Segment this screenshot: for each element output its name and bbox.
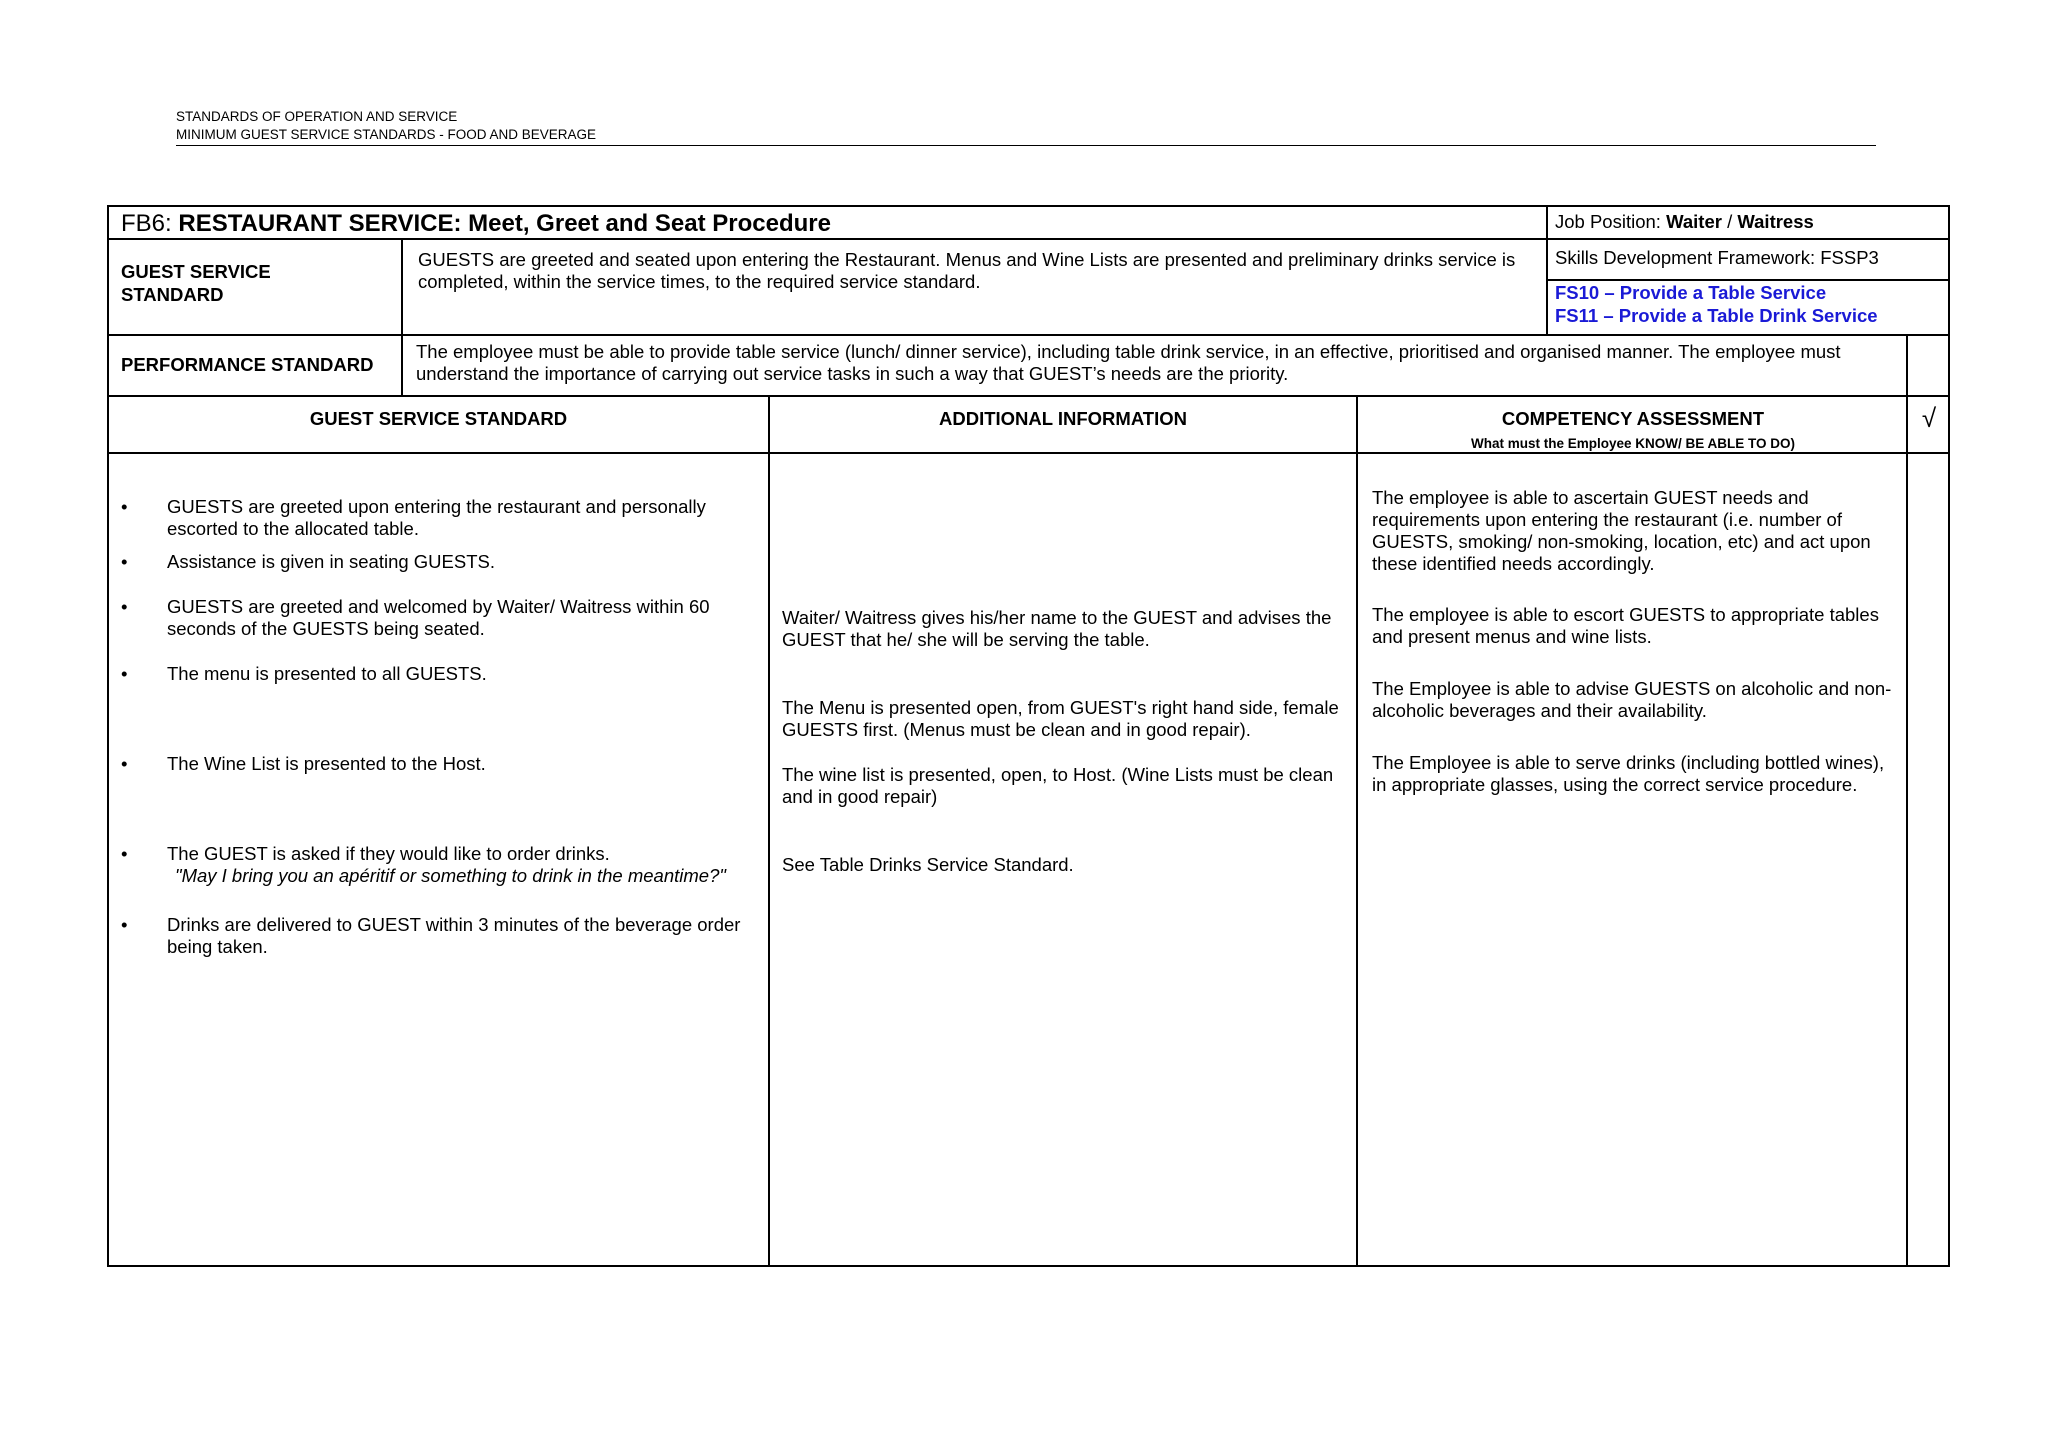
skills-item-fs11: FS11 – Provide a Table Drink Service xyxy=(1555,305,1878,326)
guest-service-standard-label xyxy=(121,260,381,306)
standard-item-6: The GUEST is asked if they would like to order drinks. xyxy=(167,843,610,864)
standard-item-5: The Wine List is presented to the Host. xyxy=(167,753,486,774)
skills-items xyxy=(1555,281,1945,327)
guest-service-standard-label-line-2: STANDARD xyxy=(121,284,224,305)
standard-item-6-quote: "May I bring you an apéritif or something to drink in the meantime?" xyxy=(175,865,726,886)
header-line-1: STANDARDS OF OPERATION AND SERVICE xyxy=(176,109,458,124)
competency-item-3: The Employee is able to advise GUESTS on alcoholic and non-alcoholic beverages and their availability. xyxy=(1372,678,1892,721)
divider xyxy=(401,238,403,395)
guest-service-standard-text: GUESTS are greeted and seated upon entering the Restaurant. Menus and Wine Lists are presented and preliminary drinks service is completed, within the service times, to the required service standard. xyxy=(418,249,1516,292)
procedure-form xyxy=(107,205,1950,1267)
job-position-label: Job Position: xyxy=(1555,211,1661,232)
column-header-competency-assessment: COMPETENCY ASSESSMENT xyxy=(1501,408,1765,429)
check-mark-header: √ xyxy=(1921,403,1937,433)
standard-item-3: GUESTS are greeted and welcomed by Waiter/ Waitress within 60 seconds of the GUESTS being seated. xyxy=(167,596,710,639)
skills-framework: Skills Development Framework: FSSP3 xyxy=(1555,247,1879,268)
bullet-glyph: • xyxy=(121,753,128,774)
divider xyxy=(768,395,770,1265)
divider xyxy=(1906,334,1908,1265)
additional-information-list xyxy=(768,452,1358,1267)
header-line-2: MINIMUM GUEST SERVICE STANDARDS - FOOD AND BEVERAGE xyxy=(176,127,597,142)
performance-standard-text: The employee must be able to provide table service (lunch/ dinner service), including table drink service, in an effective, prioritised and organised manner. The employee must understand the importance of carrying out service tasks in such a way that GUEST’s needs are the priority. xyxy=(416,341,1841,384)
competency-item-4: The Employee is able to serve drinks (including bottled wines), in appropriate glasses, using the correct service procedure. xyxy=(1372,752,1885,795)
standard-item-4: The menu is presented to all GUESTS. xyxy=(167,663,487,684)
bullet-glyph: • xyxy=(121,843,128,864)
guest-service-standard-label-line-1: GUEST SERVICE xyxy=(121,261,271,282)
competency-assessment-list xyxy=(1358,452,1908,1267)
additional-info-1: Waiter/ Waitress gives his/her name to the GUEST and advises the GUEST that he/ she will be serving the table. xyxy=(782,607,1332,650)
standard-item-7: Drinks are delivered to GUEST within 3 minutes of the beverage order being taken. xyxy=(167,914,741,957)
bullet-glyph: • xyxy=(121,914,128,935)
competency-item-2: The employee is able to escort GUESTS to appropriate tables and present menus and wine lists. xyxy=(1372,604,1879,647)
bullet-glyph: • xyxy=(121,551,128,572)
standard-item-2: Assistance is given in seating GUESTS. xyxy=(167,551,496,572)
divider xyxy=(1546,279,1948,281)
form-code: FB6: xyxy=(121,210,172,237)
job-position-waiter: Waiter xyxy=(1666,211,1722,232)
form-title-text: RESTAURANT SERVICE: Meet, Greet and Seat Procedure xyxy=(178,210,831,237)
column-header-additional-information: ADDITIONAL INFORMATION xyxy=(938,408,1187,429)
divider xyxy=(109,238,1948,240)
additional-info-2: The Menu is presented open, from GUEST's right hand side, female GUESTS first. (Menus must be clean and in good repair). xyxy=(782,697,1339,740)
divider xyxy=(1356,395,1358,1265)
divider xyxy=(1546,207,1548,334)
check-column xyxy=(1908,452,1950,1267)
guest-service-standard-list xyxy=(109,452,768,1267)
divider xyxy=(109,452,1948,454)
competency-item-1: The employee is able to ascertain GUEST needs and requirements upon entering the restaurant (i.e. number of GUESTS, smoking/ non-smoking, location, etc) and act upon these identified needs accordingly. xyxy=(1372,487,1871,574)
bullet-glyph: • xyxy=(121,663,128,684)
divider xyxy=(109,395,1948,397)
job-position-separator: / xyxy=(1727,211,1733,232)
performance-standard-label: PERFORMANCE STANDARD xyxy=(121,354,374,375)
additional-info-3: The wine list is presented, open, to Host. (Wine Lists must be clean and in good repair) xyxy=(782,764,1334,807)
page-header xyxy=(176,108,1876,146)
divider xyxy=(109,334,1948,336)
form-title xyxy=(121,209,1521,239)
bullet-glyph: • xyxy=(121,496,128,517)
job-position xyxy=(1555,211,1945,233)
job-position-waitress: Waitress xyxy=(1737,211,1814,232)
additional-info-4: See Table Drinks Service Standard. xyxy=(782,854,1074,875)
bullet-glyph: • xyxy=(121,596,128,617)
skills-item-fs10: FS10 – Provide a Table Service xyxy=(1555,282,1827,303)
competency-subtitle: What must the Employee KNOW/ BE ABLE TO DO) xyxy=(1470,436,1796,451)
column-header-guest-service-standard: GUEST SERVICE STANDARD xyxy=(309,408,568,429)
standard-item-1: GUESTS are greeted upon entering the restaurant and personally escorted to the allocated table. xyxy=(167,496,706,539)
